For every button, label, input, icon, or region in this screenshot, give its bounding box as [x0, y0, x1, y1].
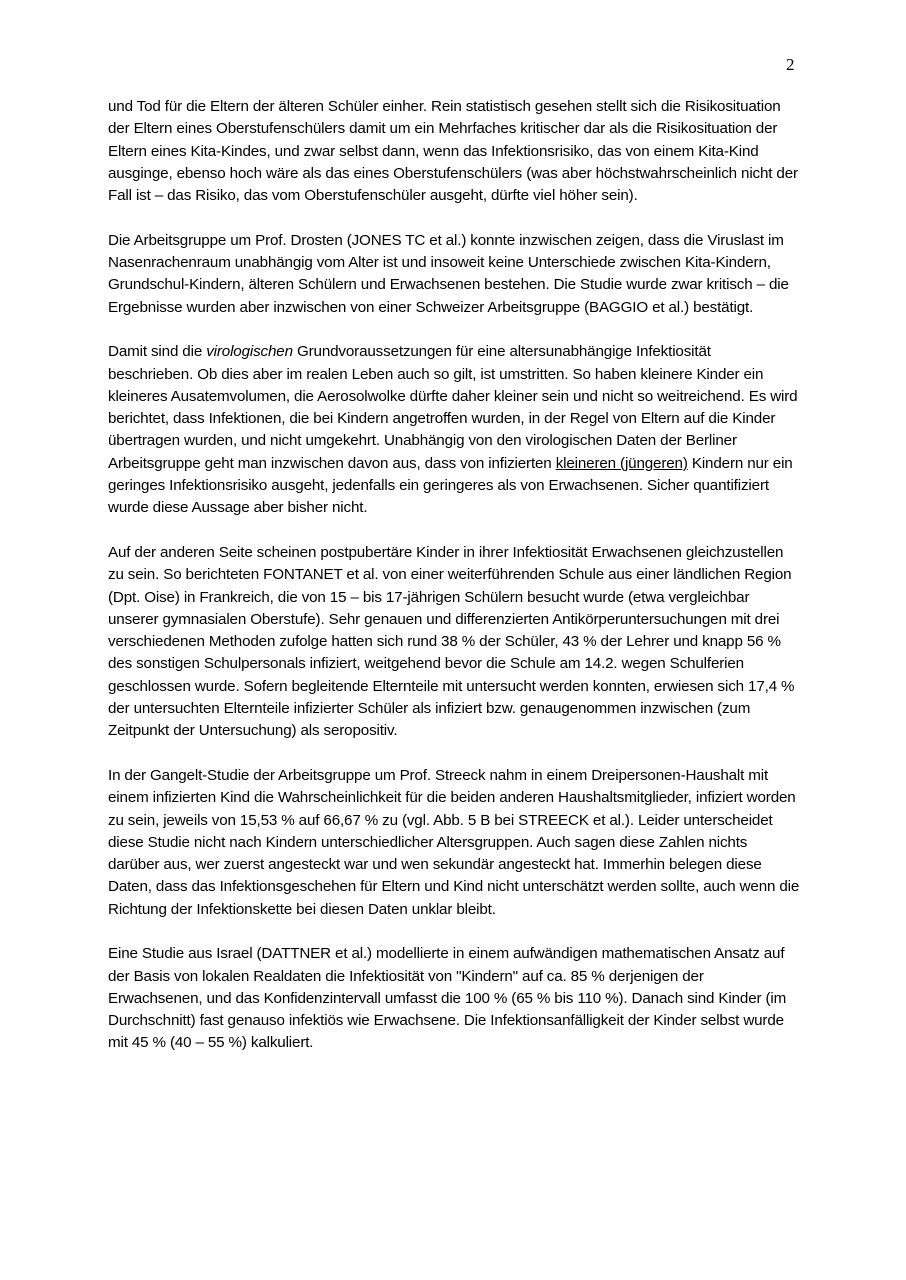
paragraph-4: Auf der anderen Seite scheinen postpubertäre Kinder in ihrer Infektiosität Erwachsenen gleichzustellen zu sein. So berichteten FONTANET et al. von einer weiterführenden Schule aus einer ländlichen Region (Dpt. Oise) in Frankreich, die von 15 – bis 17-jährigen Schülern besucht wurde (etwa vergleichbar unserer gymnasialen Oberstufe). Sehr genauen und differenzierten Antikörperuntersuchungen mit drei verschiedenen Methoden zufolge hatten sich rund 38 % der Schüler, 43 % der Lehrer und knapp 56 % des sonstigen Schulpersonals infiziert, weitgehend bevor die Schule am 14.2. wegen Schulferien geschlossen wurde. Sofern begleitende Elternteile mit untersucht werden konnten, erwiesen sich 17,4 % der untersuchten Elternteile infizierter Schüler als infiziert bzw. genaugenommen inzwischen (zum Zeitpunkt der Untersuchung) als seropositiv. [108, 543, 795, 740]
paragraph-6: Eine Studie aus Israel (DATTNER et al.) modellierte in einem aufwändigen mathematischen Ansatz auf der Basis von lokalen Realdaten die Infektiosität von "Kindern" auf ca. 85 % derjenigen der Erwachsenen, und das Konfidenzintervall umfasst die 100 % (65 % bis 110 %). Danach sind Kinder (im Durchschnitt) fast genauso infektiös wie Erwachsene. Die Infektionsanfälligkeit der Kinder selbst wurde mit 45 % (40 – 55 %) kalkuliert. [108, 945, 787, 1052]
paragraph-2: Die Arbeitsgruppe um Prof. Drosten (JONES TC et al.) konnte inzwischen zeigen, dass die Viruslast im Nasenrachenraum unabhängig vom Alter ist und insoweit keine Unterschiede zwischen Kita-Kindern, Grundschul-Kindern, älteren Schülern und Erwachsenen bestehen. Die Studie wurde zwar kritisch – die Ergebnisse wurden aber inzwischen von einer Schweizer Arbeitsgruppe (BAGGIO et al.) bestätigt. [108, 231, 789, 316]
paragraph-5: In der Gangelt-Studie der Arbeitsgruppe um Prof. Streeck nahm in einem Dreipersonen-Haushalt mit einem infizierten Kind die Wahrscheinlichkeit für die beiden anderen Haushaltsmitglieder, infiziert worden zu sein, jeweils von 15,53 % auf 66,67 % zu (vgl. Abb. 5 B bei STREECK et al.). Leider unterscheidet diese Studie nicht nach Kindern unterschiedlicher Altersgruppen. Auch sagen diese Zahlen nichts darüber aus, wer zuerst angesteckt war und wen sekundär angesteckt hat. Immerhin belegen diese Daten, dass das Infektionsgeschehen für Eltern und Kind nicht unterschätzt werden sollte, auch wenn die Richtung der Infektionskette bei diesen Daten unklar bleibt. [108, 766, 800, 918]
paragraph-3-underlined-term: kleineren (jüngeren) [555, 454, 688, 472]
paragraph-3-text-a: Damit sind die [108, 343, 207, 361]
paragraph-3 [108, 341, 800, 519]
document-body [108, 96, 800, 1077]
paragraph-3-italic-term: virologischen [206, 343, 293, 361]
paragraph-3-text-c: Grundvoraussetzungen für eine altersunabhängige Infektiosität beschrieben. Ob dies aber im realen Leben auch so gilt, ist umstritten. So haben kleinere Kinder ein kleineres Ausatemvolumen, die Aerosolwolke dürfte daher kleiner sein und nicht so weitreichend. Es wird berichtet, dass Infektionen, die bei Kindern angetroffen wurden, in der Regel von Eltern auf die Kinder übertragen wurden, und nicht umgekehrt. Unabhängig von den virologischen Daten der Berliner Arbeitsgruppe geht man inzwischen davon aus, dass von infizierten [108, 343, 798, 472]
paragraph-3-text-e: Kindern nur ein geringes Infektionsrisiko ausgeht, jedenfalls ein geringeres als von Erwachsenen. Sicher quantifiziert wurde diese Aussage aber bisher nicht. [108, 454, 793, 517]
paragraph-1: und Tod für die Eltern der älteren Schüler einher. Rein statistisch gesehen stellt sich die Risikosituation der Eltern eines Oberstufenschülers damit um ein Mehrfaches kritischer dar als die Risikosituation der Eltern eines Kita-Kindes, und zwar selbst dann, wenn das Infektionsrisiko, das von einem Kita-Kind ausginge, ebenso hoch wäre als das eines Oberstufenschülers (was aber höchstwahrscheinlich nicht der Fall ist – das Risiko, das vom Oberstufenschüler ausgeht, dürfte viel höher sein). [108, 98, 798, 205]
page-number: 2 [786, 55, 795, 74]
